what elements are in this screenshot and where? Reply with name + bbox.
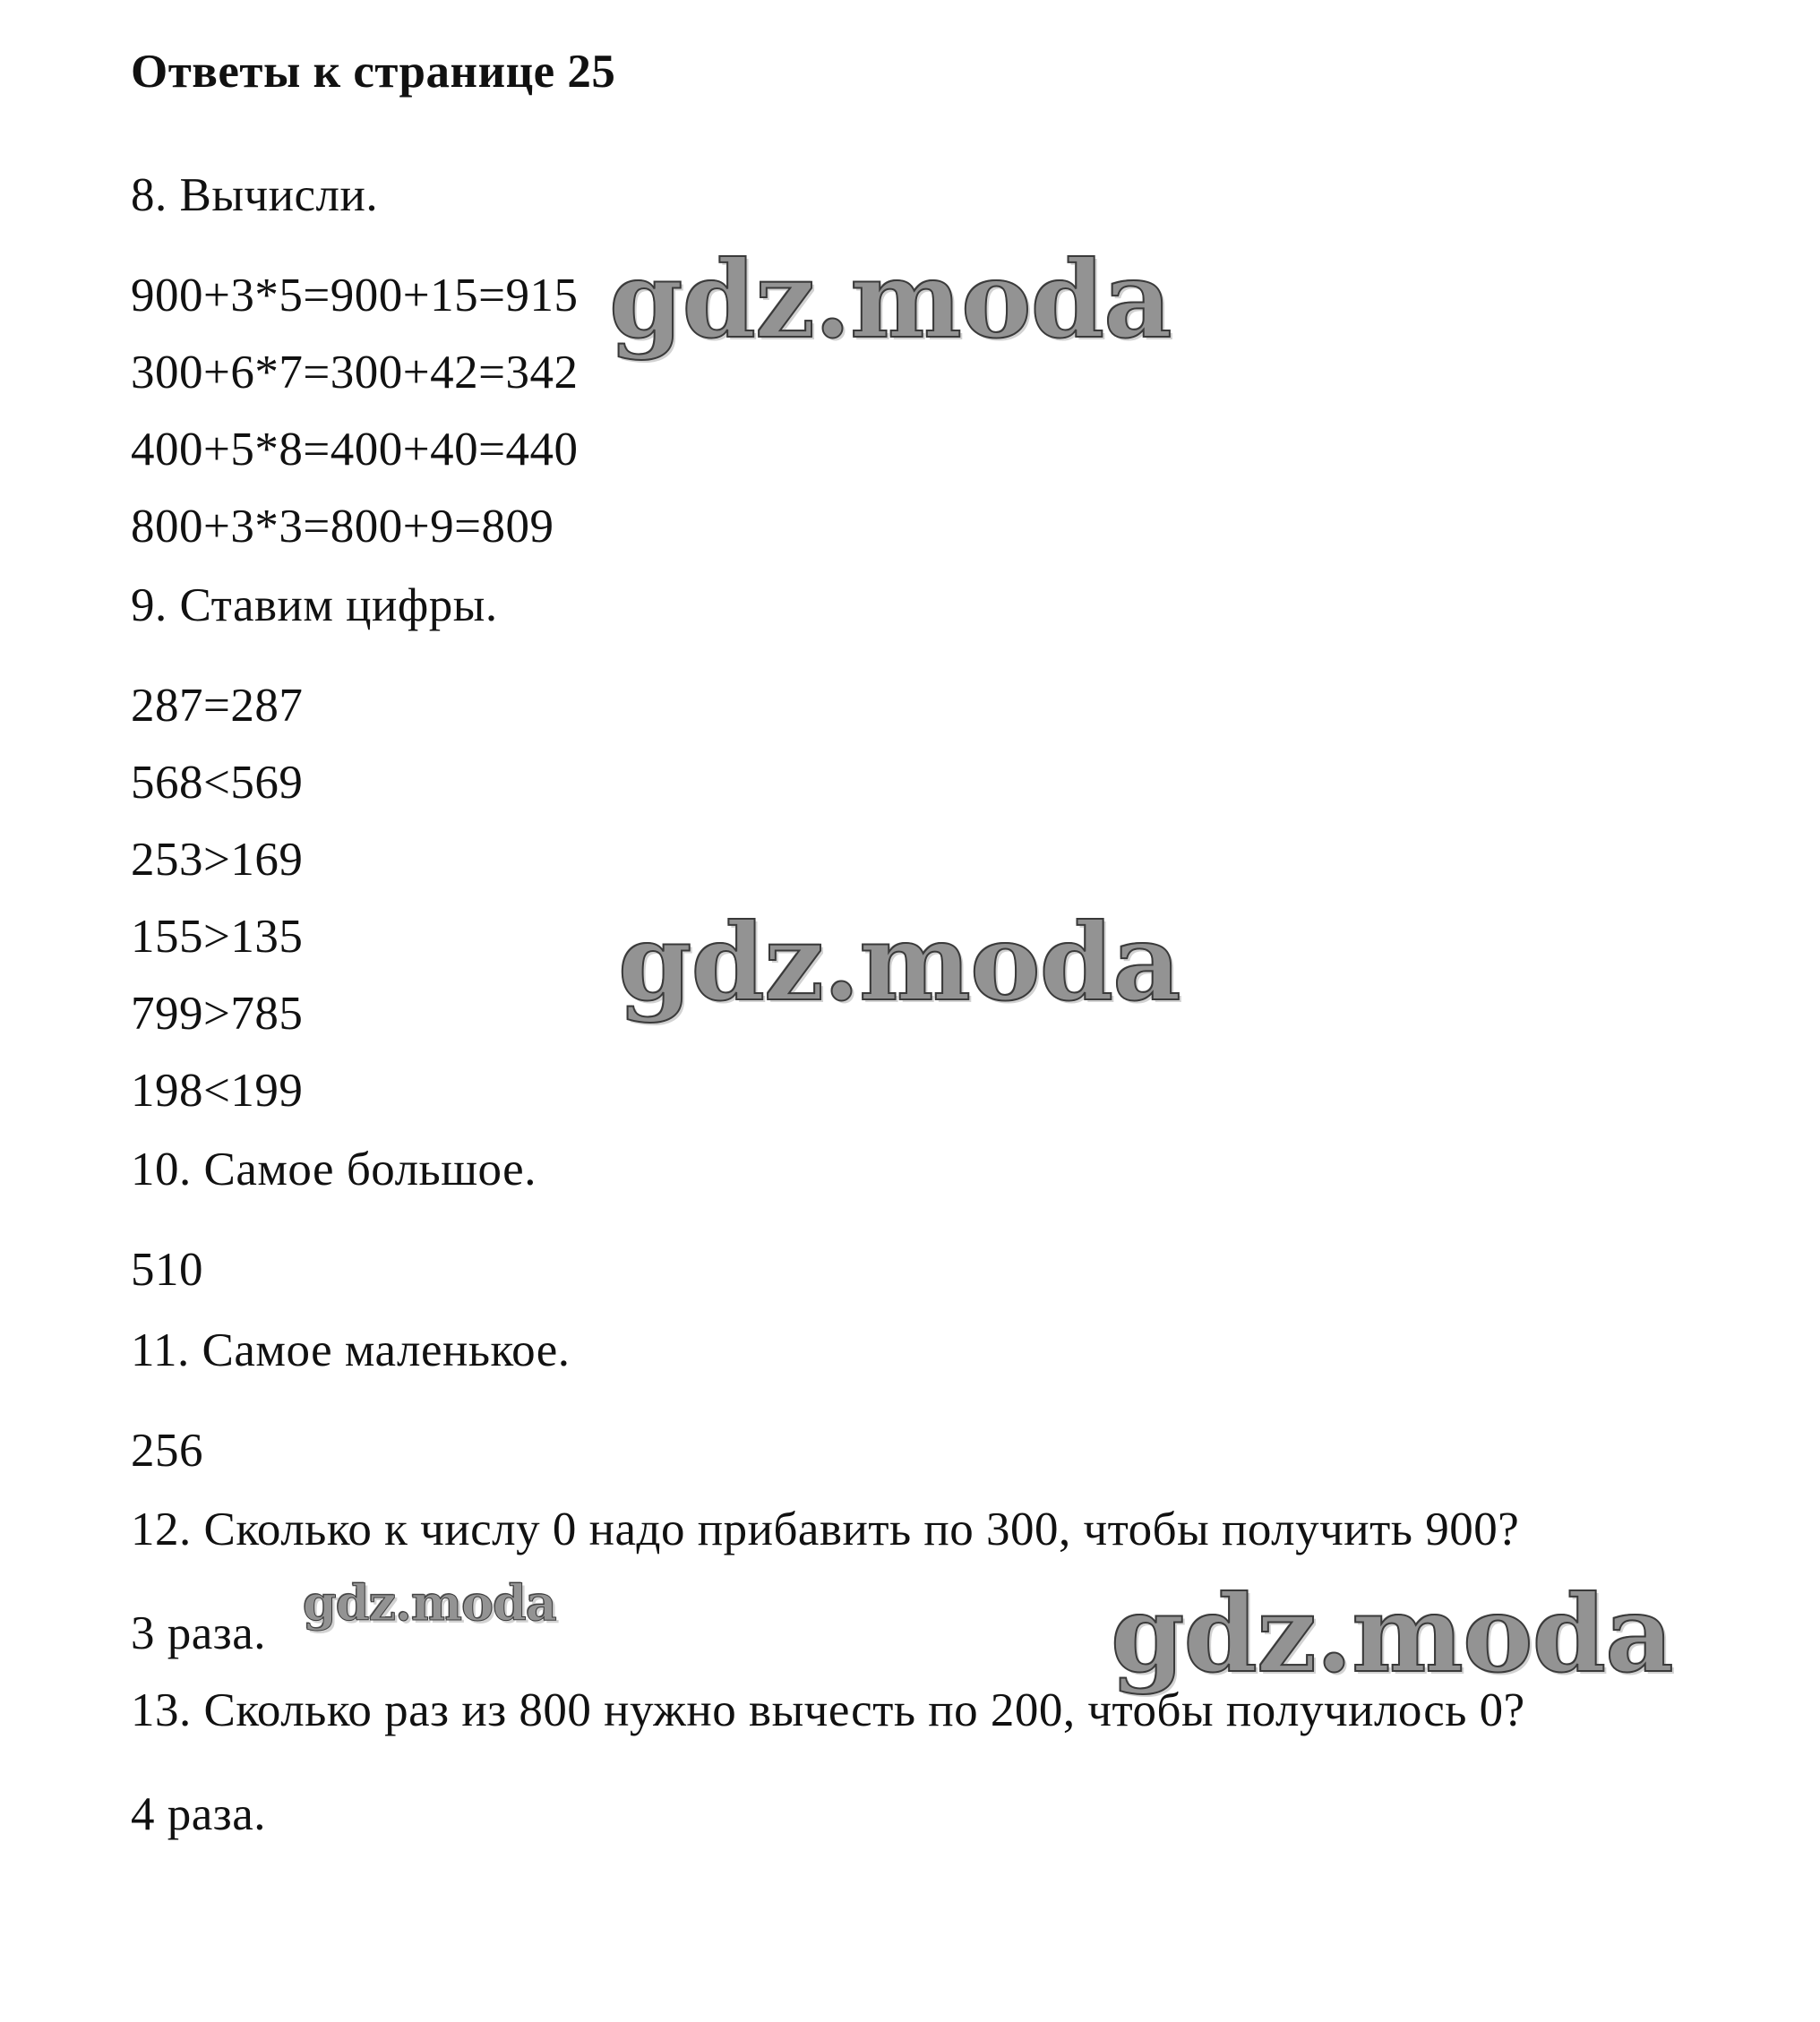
watermark-logo: gdz.moda bbox=[303, 1574, 556, 1632]
answer-line: 400+5*8=400+40=440 bbox=[131, 424, 579, 476]
task-11-heading: 11. Самое маленькое. bbox=[131, 1324, 571, 1376]
task-8-heading: 8. Вычисли. bbox=[131, 169, 379, 221]
answer-line: 4 раза. bbox=[131, 1788, 266, 1840]
answer-line: 900+3*5=900+15=915 bbox=[131, 270, 579, 321]
watermark-logo: gdz.moda bbox=[609, 237, 1172, 362]
watermark-logo: gdz.moda bbox=[618, 900, 1180, 1024]
answer-line: 300+6*7=300+42=342 bbox=[131, 347, 579, 398]
answer-line: 198<199 bbox=[131, 1065, 304, 1117]
page-title: Ответы к странице 25 bbox=[131, 46, 616, 98]
task-13-heading: 13. Сколько раз из 800 нужно вычесть по 200, чтобы получилось 0? bbox=[131, 1684, 1525, 1736]
answer-line: 155>135 bbox=[131, 911, 304, 963]
answer-line: 510 bbox=[131, 1244, 203, 1296]
answer-line: 256 bbox=[131, 1425, 203, 1477]
answer-line: 253>169 bbox=[131, 834, 304, 886]
answer-line: 800+3*3=800+9=809 bbox=[131, 501, 554, 553]
task-12-heading: 12. Сколько к числу 0 надо прибавить по 300, чтобы получить 900? bbox=[131, 1504, 1520, 1555]
task-9-heading: 9. Ставим цифры. bbox=[131, 579, 498, 631]
answer-line: 799>785 bbox=[131, 988, 304, 1040]
answer-line: 568<569 bbox=[131, 757, 304, 809]
watermark-logo: gdz.moda bbox=[1111, 1572, 1673, 1696]
task-10-heading: 10. Самое большое. bbox=[131, 1144, 537, 1195]
answer-line: 287=287 bbox=[131, 680, 304, 732]
answer-line: 3 раза. bbox=[131, 1607, 266, 1659]
